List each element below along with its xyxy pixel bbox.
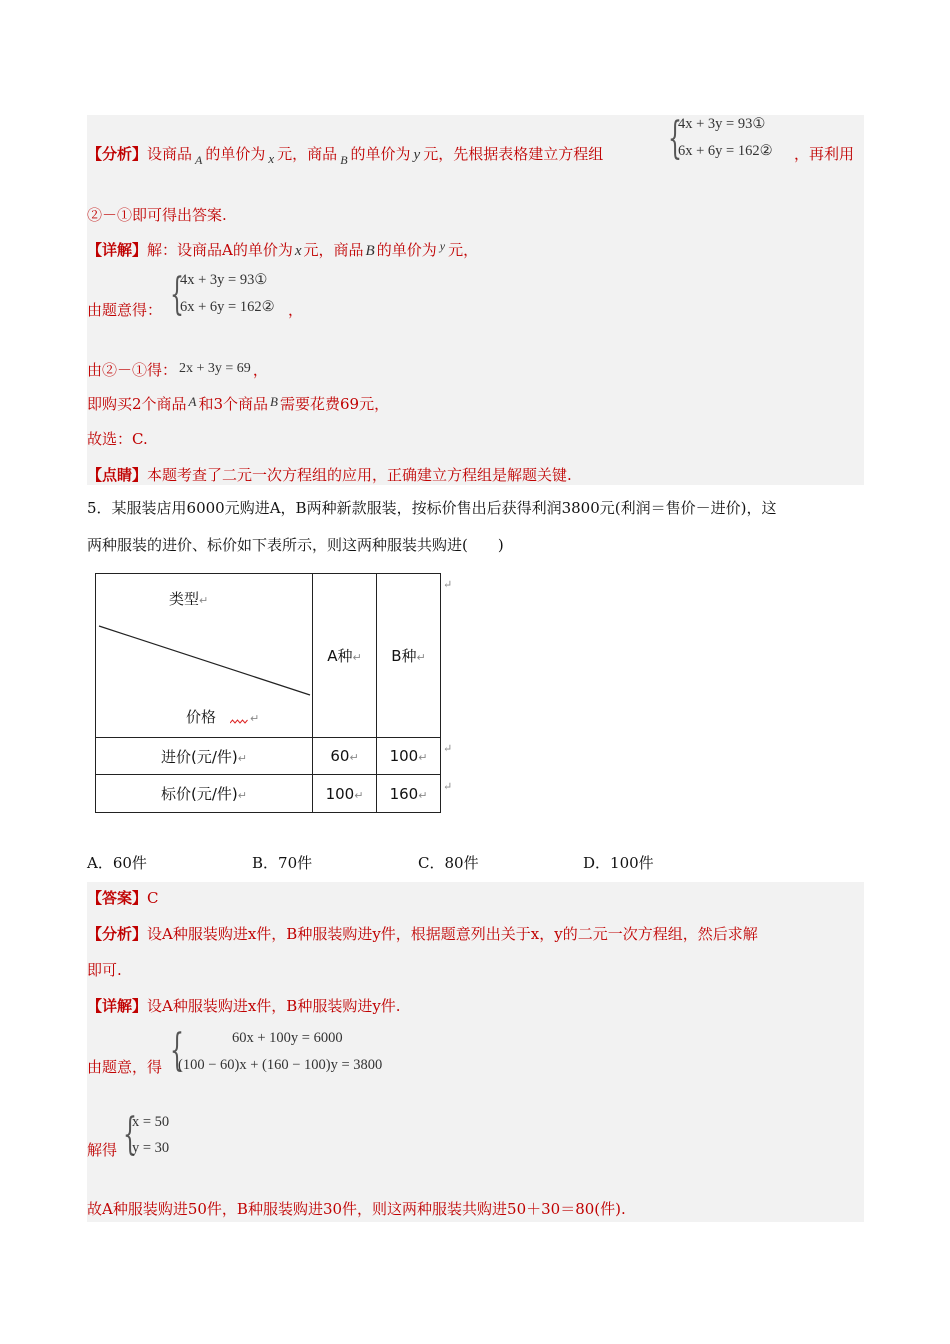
q4-step: 由②－①得： 2x + 3y = 69 ， bbox=[87, 361, 268, 379]
q4-analysis-line2: ②－①即可得出答案. bbox=[87, 206, 227, 224]
q5-given-label: 由题意，得 bbox=[87, 1058, 163, 1076]
q5-detail: 【详解】设A种服装购进x件，B种服装购进y件. bbox=[87, 997, 401, 1015]
q4-detail: 【详解】解：设商品A的单价为 x 元，商品 B 的单价为 $^y$ 元， bbox=[87, 239, 479, 259]
table-row bbox=[96, 775, 441, 813]
q5-answer: 【答案】C bbox=[87, 889, 159, 907]
row-value-a: 100↵ bbox=[313, 775, 377, 813]
q4-conclusion: 即购买2个商品 A 和3个商品 B 需要花费69元， bbox=[87, 394, 390, 413]
q4-choice: 故选：C. bbox=[87, 430, 148, 448]
row-value-b: 100↵ bbox=[377, 738, 441, 775]
spellcheck-squiggle bbox=[230, 719, 250, 727]
option-c: C．80件 bbox=[418, 854, 479, 872]
row-label: 进价(元/件)↵ bbox=[96, 738, 313, 775]
row-value-b: 160↵ bbox=[377, 775, 441, 813]
option-d: D．100件 bbox=[583, 854, 654, 872]
header-price: 价格 ↵ bbox=[186, 708, 260, 726]
q5-stem-line2: 两种服装的进价、标价如下表所示，则这两种服装共购进( ) bbox=[87, 536, 504, 554]
table-diagonal-header-cell bbox=[96, 574, 313, 738]
row-value-a: 60↵ bbox=[313, 738, 377, 775]
q4-given-suffix: ， bbox=[288, 301, 304, 319]
q5-analysis-line2: 即可. bbox=[87, 961, 122, 979]
table-return-mark: ↵ bbox=[443, 780, 453, 793]
header-type: 类型↵ bbox=[169, 590, 209, 608]
q5-solve-label: 解得 bbox=[87, 1141, 118, 1159]
table-return-mark: ↵ bbox=[443, 578, 453, 591]
q4-analysis: 【分析】设商品 $_A$ 的单价为 x 元，商品 $_B$ 的单价为 y 元，先根据表格建立方程组 bbox=[87, 145, 604, 167]
row-label: 标价(元/件)↵ bbox=[96, 775, 313, 813]
table-row bbox=[96, 738, 441, 775]
table-return-mark: ↵ bbox=[443, 742, 453, 755]
q5-price-table bbox=[95, 573, 441, 813]
q4-given-label: 由题意得： bbox=[87, 301, 163, 319]
header-col-b: B种↵ bbox=[377, 574, 441, 738]
q4-analysis-tail: ，再利用 bbox=[794, 145, 855, 163]
q5-analysis-line1: 【分析】设A种服装购进x件，B种服装购进y件，根据题意列出关于x，y的二元一次方程组，然后求解 bbox=[87, 925, 758, 943]
q5-conclusion: 故A种服装购进50件，B种服装购进30件，则这两种服装共购进50＋30＝80(件). bbox=[87, 1200, 626, 1218]
q4-comment: 【点睛】本题考查了二元一次方程组的应用，正确建立方程组是解题关键. bbox=[87, 466, 572, 484]
option-b: B．70件 bbox=[252, 854, 313, 872]
q5-stem-line1: 5．某服装店用6000元购进A，B两种新款服装，按标价售出后获得利润3800元(利润＝售价－进价)，这 bbox=[87, 499, 777, 517]
header-col-a: A种↵ bbox=[313, 574, 377, 738]
option-a: A．60件 bbox=[87, 854, 147, 872]
